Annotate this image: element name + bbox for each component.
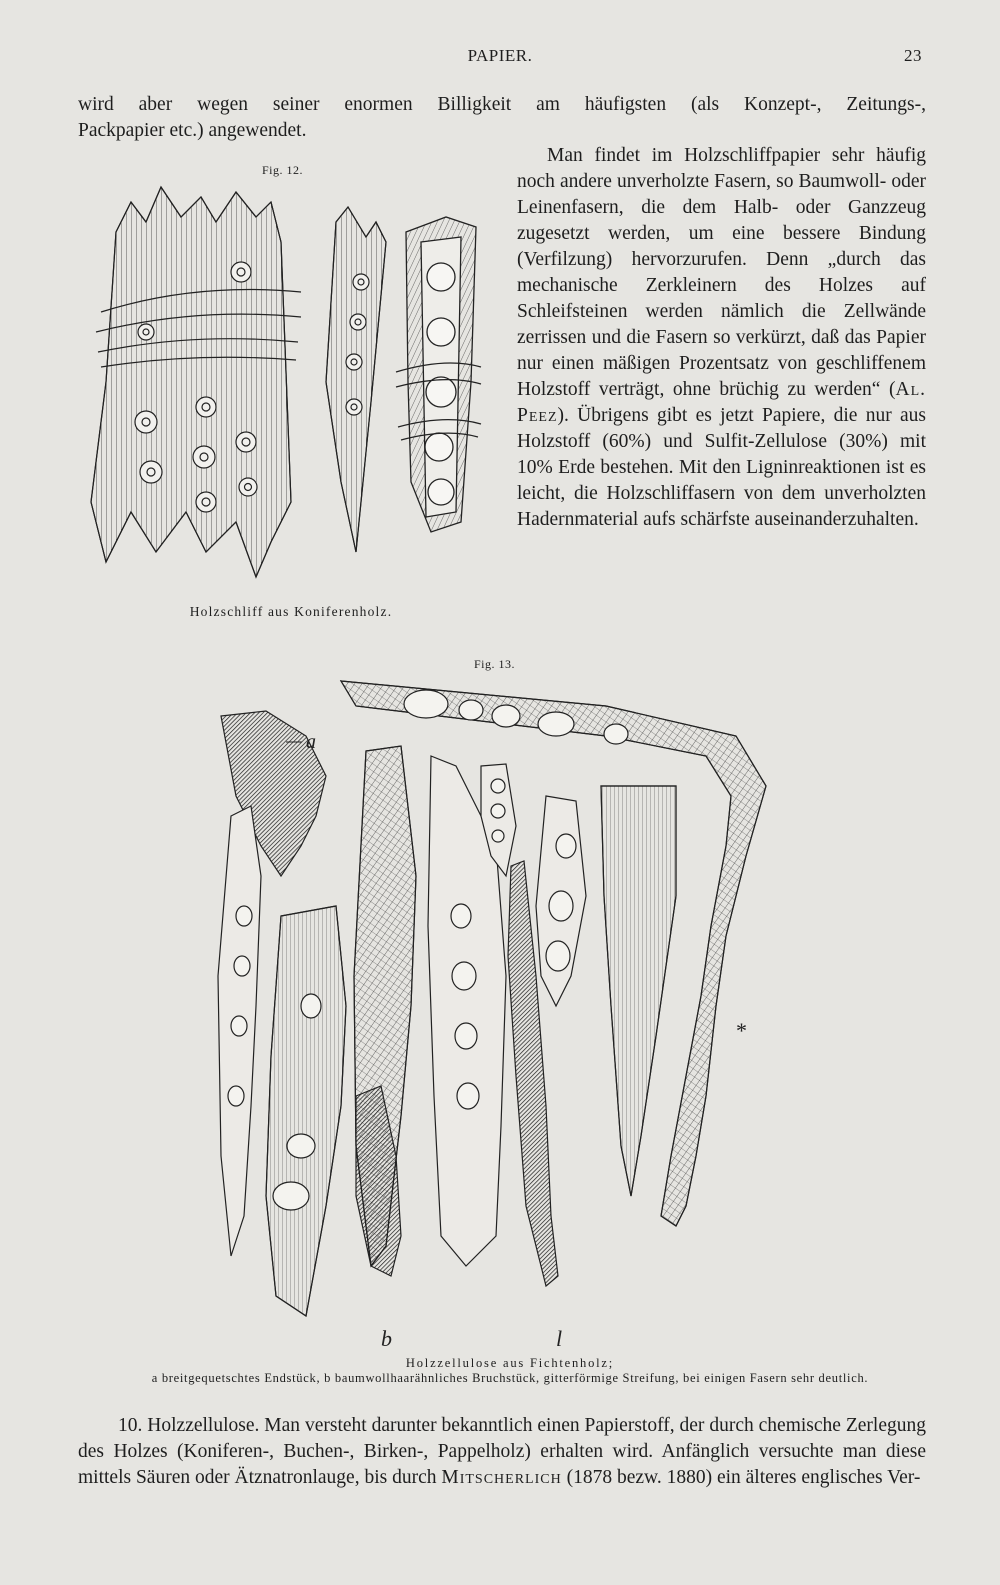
figure-12-illustration <box>86 182 496 590</box>
figure-13-caption-title: Holzzellulose aus Fichtenholz; <box>405 1356 615 1370</box>
intro-line-2: Packpapier etc.) angewendet. <box>78 120 307 141</box>
section-10-paragraph <box>78 1413 926 1491</box>
fiber-tapered <box>601 786 676 1196</box>
side-text-part-1: Man findet im Holzschliffpapier sehr häufig noch andere unverholzte Fasern, so Baumwoll- oder Leinenfasern, die dem Halb- oder Ganzzeug zugesetzt werden, um eine bessere Bindung (Verfilzung) hervorzurufen. Denn „durch das mechanische Zerkleinern des Holzes auf Schleifsteinen werden nämlich die Zellwände zerrissen und die Fasern so verkürzt, daß das Papier nur einen mäßigen Prozentsatz von geschliffenem Holzstoff verträgt, ohne brüchig zu werden“ ( <box>517 145 926 400</box>
fiber-label-l: l <box>556 1326 563 1351</box>
intro-line-1: wird aber wegen seiner enormen Billigkeit am häufigsten (als Konzept-, Zeitungs-, <box>78 94 926 115</box>
side-column-paragraph <box>517 143 926 533</box>
fiber-label-star: * <box>736 1018 747 1043</box>
single-fiber-middle <box>326 207 386 552</box>
author-peez: Al. Peez <box>517 379 926 426</box>
section-10-part-2: (1878 bezw. 1880) ein älteres englisches Ver- <box>561 1467 921 1488</box>
intro-paragraph <box>78 92 926 144</box>
figure-13-caption-body: a breitgequetschtes Endstück, b baumwollhaarähnliches Bruchstück, gitterförmige Streifung, bei einigen Fasern sehr deutlich. <box>151 1371 869 1385</box>
fiber-label-a: a <box>306 731 316 753</box>
figure-13-caption <box>100 1356 920 1386</box>
figure-12-caption: Holzschliff aus Koniferenholz. <box>189 604 393 619</box>
figure-13-illustration <box>206 676 806 1356</box>
figure-12-label: Fig. 12. <box>262 163 304 177</box>
running-head-title: PAPIER. <box>467 46 533 65</box>
section-10-part-1: 10. Holzzellulose. Man versteht darunter bekanntlich einen Papierstoff, der durch chemische Zerlegung des Holzes (Koniferen-, Buchen-, Birken-, Pappelholz) erhalten wird. Anfänglich versuchte man diese mittels Säuren oder Ätznatronlauge, bis durch <box>78 1415 926 1488</box>
wood-fiber-bundle <box>91 187 301 577</box>
side-text-part-2: ). Übrigens gibt es jetzt Papiere, die nur aus Holzstoff (60%) und Sulfit-Zellulose (30%) mit 10% Erde bestehen. Mit den Ligninreaktionen ist es leicht, die Holzschliffasern von dem unverholzten Hadernmaterial aufs schärfste auseinanderzuhalten. <box>517 405 926 530</box>
running-head <box>78 46 922 70</box>
single-fiber-right <box>396 217 481 532</box>
page-number: 23 <box>904 46 922 65</box>
fiber-label-b: b <box>381 1326 392 1351</box>
fiber-left-2 <box>266 906 346 1316</box>
author-mitscherlich: Mitscherlich <box>441 1467 562 1488</box>
figure-13-label: Fig. 13. <box>474 657 516 671</box>
